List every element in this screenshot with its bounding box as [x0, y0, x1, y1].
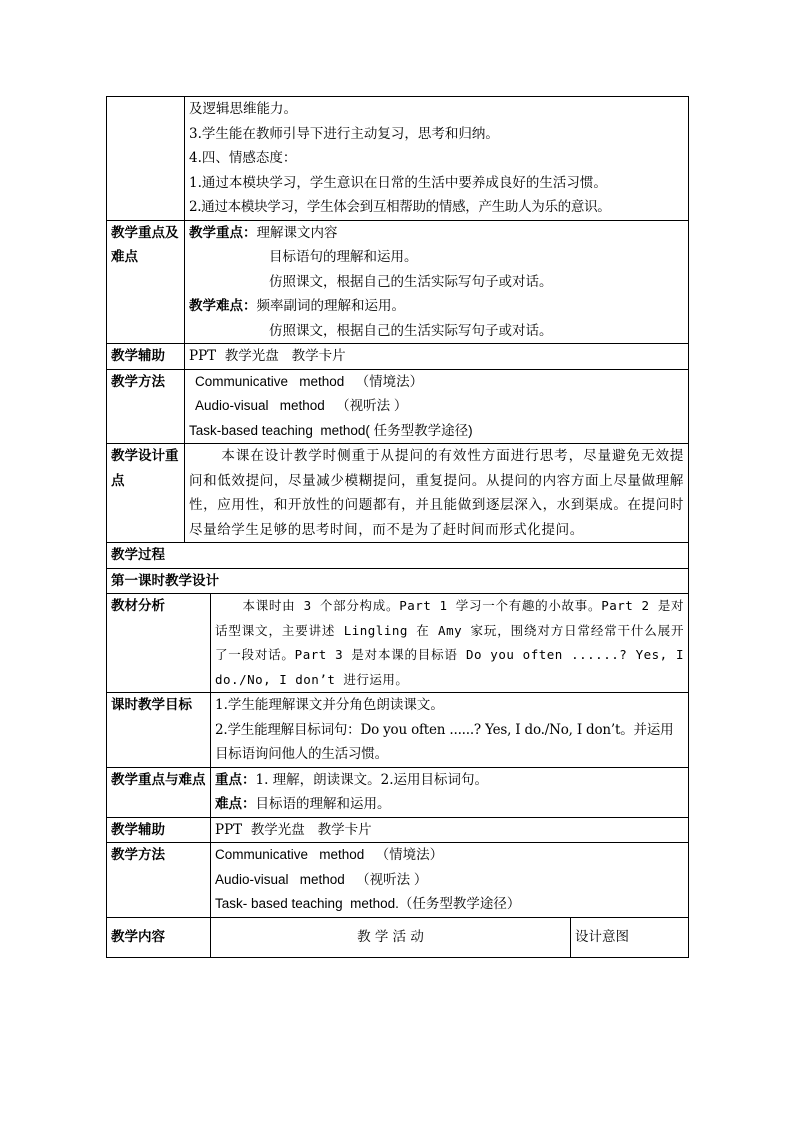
- objective-line: 2.通过本模块学习，学生体会到互相帮助的情感，产生助人为乐的意识。: [189, 199, 611, 215]
- lesson-plan-table: [106, 96, 689, 958]
- focus-text: 1. 理解，朗读课文。2.运用目标词句。: [255, 771, 489, 788]
- lesson-methods-label: 教学方法: [107, 843, 211, 918]
- method-item: Communicative method （情境法）: [195, 373, 424, 389]
- focus-heading: 重点：: [215, 771, 256, 788]
- intent-column-header: 设计意图: [571, 917, 689, 957]
- material-analysis-row: [107, 594, 689, 693]
- focus-item: 理解课文内容: [256, 224, 338, 241]
- difficulty-item: 频率副词的理解和运用。: [256, 298, 405, 314]
- key-points-row: [107, 220, 689, 344]
- lesson-objectives-cell: [211, 693, 689, 768]
- objective-item: 1.学生能理解课文并分角色朗读课文。: [215, 697, 444, 713]
- focus-item: 仿照课文，根据自己的生活实际写句子或对话。: [269, 273, 553, 290]
- difficulty-heading: 难点：: [215, 796, 256, 812]
- teaching-methods-label: 教学方法: [107, 369, 185, 444]
- emotion-attitude-row: [107, 97, 689, 221]
- method-item: Communicative method （情境法）: [215, 847, 444, 862]
- teaching-aids-label: 教学辅助: [107, 344, 185, 370]
- teaching-methods-row: [107, 369, 689, 444]
- lesson-aids-row: [107, 817, 689, 843]
- lesson-key-cell: [211, 767, 689, 817]
- objective-line: 4.四、情感态度：: [189, 150, 297, 166]
- lesson-objectives-label: 课时教学目标: [107, 693, 211, 768]
- method-item: Audio-visual method （视听法 ）: [215, 871, 428, 887]
- lesson-methods-cell: [211, 843, 689, 918]
- design-focus-label: 教学设计重点: [107, 444, 185, 543]
- teaching-aids-value: PPT 教学光盘 教学卡片: [185, 344, 689, 370]
- lesson-key-label: 教学重点与难点: [107, 767, 211, 817]
- design-focus-row: [107, 444, 689, 543]
- teaching-methods-cell: [185, 369, 689, 444]
- activity-column-header: 教 学 活 动: [211, 917, 571, 957]
- method-item: Audio-visual method （视听法 ）: [195, 398, 408, 413]
- key-points-label: 教学重点及难点: [107, 220, 185, 344]
- focus-item: 目标语句的理解和运用。: [269, 249, 418, 265]
- teaching-process-label: 教学过程: [107, 543, 689, 569]
- teaching-process-row: [107, 543, 689, 569]
- lesson-plan-document: [106, 96, 688, 958]
- method-item: Task- based teaching method.（任务型教学途径）: [215, 896, 521, 911]
- objective-line: 3.学生能在教师引导下进行主动复习，思考和归纳。: [189, 125, 499, 142]
- difficulty-heading: 教学难点：: [189, 298, 257, 314]
- teaching-aids-row: [107, 344, 689, 370]
- material-analysis-label: 教材分析: [107, 594, 211, 693]
- lesson-aids-value: PPT 教学光盘 教学卡片: [211, 817, 689, 843]
- lesson-key-row: [107, 767, 689, 817]
- objective-line: 及逻辑思维能力。: [189, 101, 297, 117]
- lesson-methods-row: [107, 843, 689, 918]
- lesson-content-header-row: [107, 917, 689, 957]
- lesson-content-label: 教学内容: [107, 917, 211, 957]
- difficulty-item: 仿照课文，根据自己的生活实际写句子或对话。: [269, 322, 553, 339]
- lesson1-title-row: [107, 568, 689, 594]
- material-analysis-text: 本课时由 3 个部分构成。Part 1 学习一个有趣的小故事。Part 2 是对话型课文，主要讲述 Lingling 在 Amy 家玩，围绕对方日常经常干什么展开了一段对话。Part 3 是对本课的目标语 Do you often ......? Yes, I do./No, I don’t 进行运用。: [211, 594, 689, 693]
- lesson-objectives-row: [107, 693, 689, 768]
- method-item: Task-based teaching method( 任务型教学途径): [189, 422, 473, 438]
- difficulty-text: 目标语的理解和运用。: [255, 796, 391, 812]
- objectives-continuation-cell: [185, 97, 689, 221]
- empty-label-cell: [107, 97, 185, 221]
- objective-item: 2.学生能理解目标词句：Do you often ......? Yes, I do./No, I don’t。并运用目标语询问他人的生活习惯。: [215, 721, 674, 762]
- lesson-aids-label: 教学辅助: [107, 817, 211, 843]
- objective-line: 1.通过本模块学习，学生意识在日常的生活中要养成良好的生活习惯。: [189, 174, 607, 191]
- design-focus-text: 本课在设计教学时侧重于从提问的有效性方面进行思考，尽量避免无效提问和低效提问，尽量减少模糊提问，重复提问。从提问的内容方面上尽量做理解性，应用性，和开放性的问题都有，并且能做到逐层深入，水到渠成。在提问时尽量给学生足够的思考时间，而不是为了赶时间而形式化提问。: [185, 444, 689, 543]
- lesson1-title: 第一课时教学设计: [107, 568, 689, 594]
- key-points-cell: [185, 220, 689, 344]
- focus-heading: 教学重点：: [189, 224, 257, 241]
